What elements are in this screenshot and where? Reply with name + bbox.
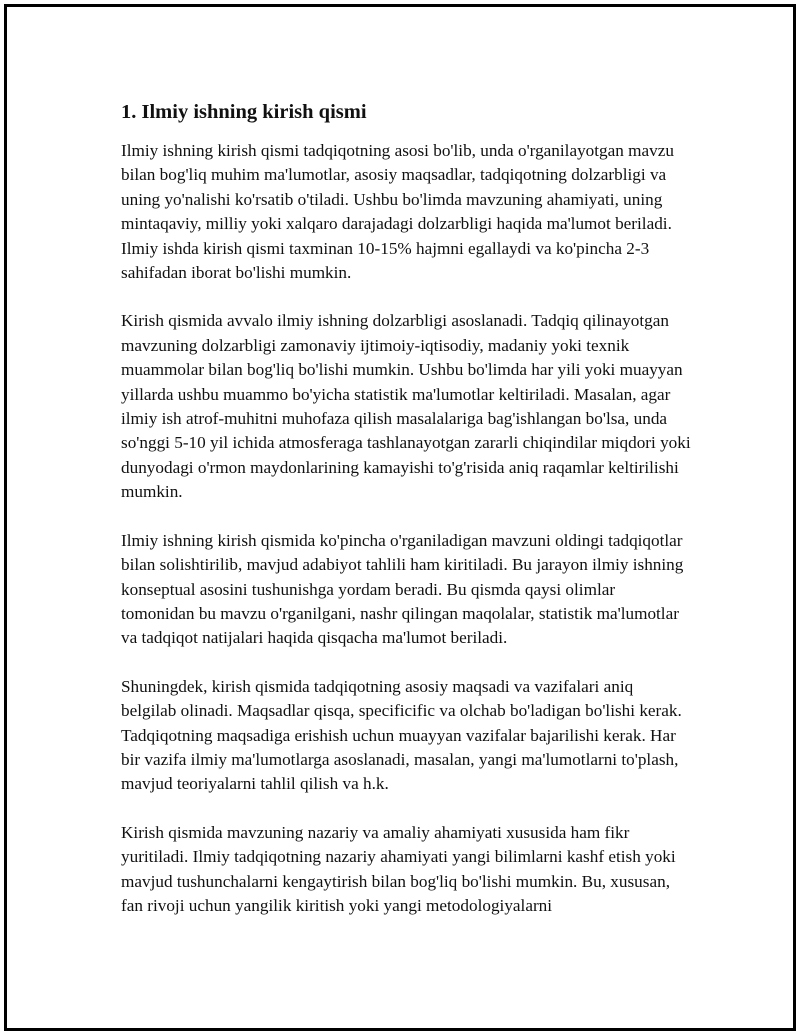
paragraph-4: Shuningdek, kirish qismida tadqiqotning asosiy maqsadi va vazifalari aniq belgilab olinadi. Maqsadlar qisqa, specificific va olchab bo'ladigan bo'lishi kerak. Tadqiqotning maqsadiga erishish uchun muayyan vazifalar bajarilishi kerak. Har bir vazifa ilmiy ma'lumotlarga asoslanadi, masalan, yangi ma'lumotlarni to'plash, mavjud teoriyalarni tahlil qilish va h.k. [121, 676, 682, 794]
document-body [121, 99, 691, 942]
paragraph-2: Kirish qismida avvalo ilmiy ishning dolzarbligi asoslanadi. Tadqiq qilinayotgan mavzuning dolzarbligi zamonaviy ijtimoiy-iqtisodiy, madaniy yoki texnik muammolar bilan bog'liq bo'lishi mumkin. Ushbu bo'limda har yili yoki muayyan yillarda ushbu muammo bo'yicha statistik ma'lumotlar keltiriladi. Masalan, agar ilmiy ish atrof-muhitni muhofaza qilish masalalariga bag'ishlangan bo'lsa, unda so'nggi 5-10 yil ichida atmosferaga tashlanayotgan zararli chiqindilar miqdori yoki dunyodagi o'rmon maydonlarining kamayishi to'g'risida aniq raqamlar keltirilishi mumkin. [121, 311, 691, 502]
paragraph-5: Kirish qismida mavzuning nazariy va amaliy ahamiyati xususida ham fikr yuritiladi. Ilmiy tadqiqotning nazariy ahamiyati yangi bilimlarni kashf etish yoki mavjud tushunchalarni kengaytirish bilan bog'liq bo'lishi mumkin. Bu, xususan, fan rivoji uchun yangilik kiritish yoki yangi metodologiyalarni [121, 822, 676, 915]
page-frame [4, 4, 796, 1031]
paragraph-3: Ilmiy ishning kirish qismida ko'pincha o'rganiladigan mavzuni oldingi tadqiqotlar bilan solishtirilib, mavjud adabiyot tahlili ham kiritiladi. Bu jarayon ilmiy ishning konseptual asosini tushunishga yordam beradi. Bu qismda qaysi olimlar tomonidan bu mavzu o'rganilgani, nashr qilingan maqolalar, statistik ma'lumotlar va tadqiqot natijalari haqida qisqacha ma'lumot beriladi. [121, 530, 684, 648]
paragraph-1: Ilmiy ishning kirish qismi tadqiqotning asosi bo'lib, unda o'rganilayotgan mavzu bilan bog'liq muhim ma'lumotlar, asosiy maqsadlar, tadqiqotning dolzarbligi va uning yo'nalishi ko'rsatib o'tiladi. Ushbu bo'limda mavzuning ahamiyati, uning mintaqaviy, milliy yoki xalqaro darajadagi dolzarbligi haqida ma'lumot beriladi. Ilmiy ishda kirish qismi taxminan 10-15% hajmni egallaydi va ko'pincha 2-3 sahifadan iborat bo'lishi mumkin. [121, 141, 674, 283]
section-heading: 1. Ilmiy ishning kirish qismi [121, 101, 367, 123]
